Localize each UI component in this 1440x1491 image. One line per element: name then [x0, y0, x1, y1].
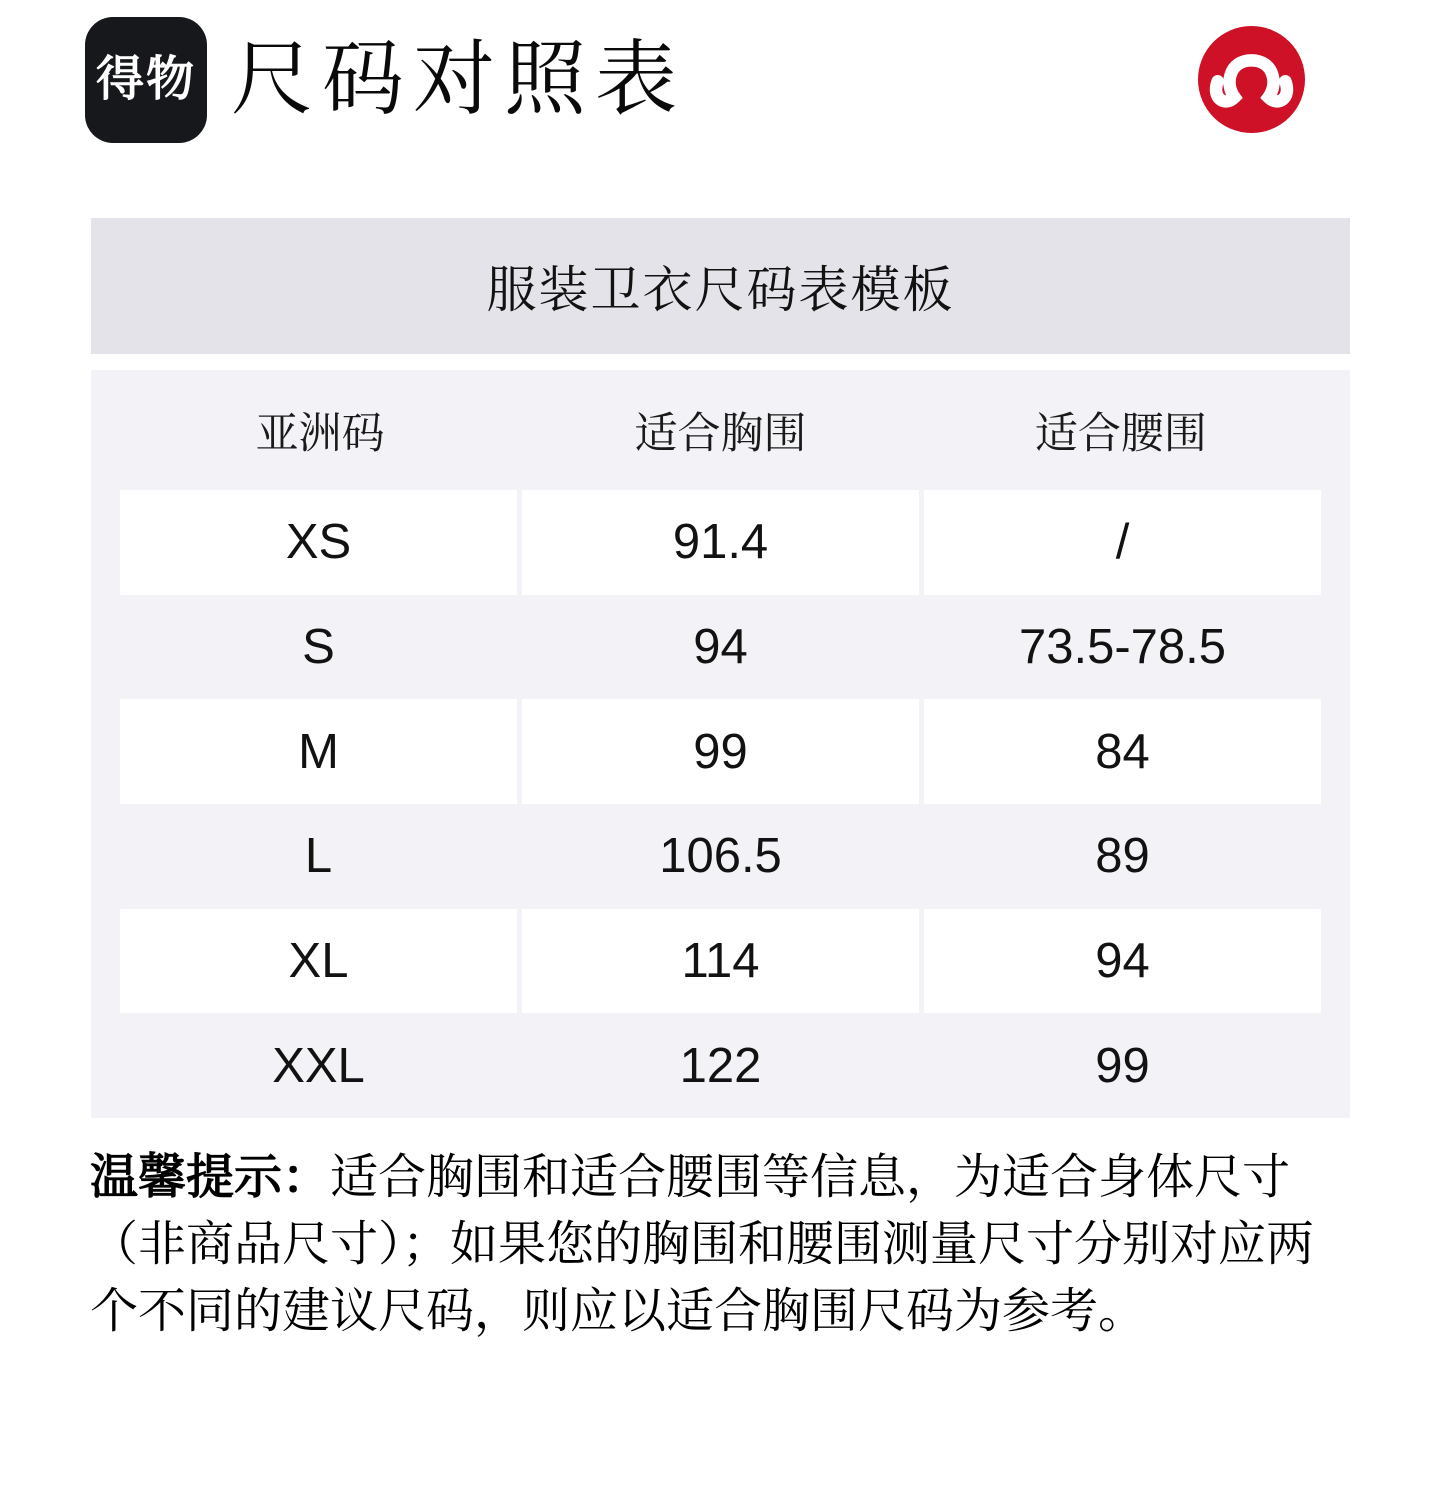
waist-cell: / — [924, 490, 1321, 595]
table-row — [91, 804, 1350, 909]
notice-line — [90, 1144, 1356, 1211]
waist-cell: 73.5-78.5 — [1018, 620, 1227, 674]
lululemon-omega-icon — [1198, 26, 1305, 133]
page-title: 尺码对照表 — [231, 34, 687, 125]
table-row — [91, 490, 1350, 595]
size-cell: XL — [120, 909, 517, 1014]
chest-cell: 114 — [522, 909, 919, 1014]
notice-line: （非商品尺寸）；如果您的胸围和腰围测量尺寸分别对应两 — [90, 1218, 1315, 1271]
waist-cell: 94 — [924, 909, 1321, 1014]
table-row — [91, 1013, 1350, 1118]
column-header-waist: 适合腰围 — [1034, 409, 1207, 458]
notice-text: 适合胸围和适合腰围等信息，为适合身体尺寸 — [330, 1151, 1291, 1204]
chest-cell: 94 — [693, 620, 748, 674]
waist-cell: 89 — [1095, 829, 1150, 884]
chest-cell: 99 — [522, 699, 919, 804]
page-header — [85, 17, 686, 143]
table-row — [91, 909, 1350, 1014]
table-row — [91, 595, 1350, 700]
notice-line: 个不同的建议尺码，则应以适合胸围尺码为参考。 — [90, 1285, 1147, 1338]
table-header-row — [91, 370, 1350, 490]
column-header-chest: 适合胸围 — [634, 409, 807, 458]
dewu-logo-text: 得物 — [95, 53, 196, 106]
size-notice — [90, 1144, 1356, 1345]
chest-cell: 91.4 — [522, 490, 919, 595]
notice-label: 温馨提示： — [90, 1151, 331, 1204]
dewu-logo — [85, 17, 207, 143]
size-table — [91, 370, 1350, 1118]
chest-cell: 106.5 — [659, 829, 782, 884]
size-cell: M — [120, 699, 517, 804]
waist-cell: 84 — [924, 699, 1321, 804]
table-row — [91, 699, 1350, 804]
size-cell: S — [302, 620, 335, 674]
size-cell: XXL — [272, 1038, 365, 1093]
size-cell: XS — [120, 490, 517, 595]
column-header-asian-size: 亚洲码 — [255, 409, 385, 458]
size-cell: L — [304, 829, 333, 884]
waist-cell: 99 — [1095, 1038, 1150, 1093]
chest-cell: 122 — [679, 1038, 762, 1093]
chart-template-title: 服装卫衣尺码表模板 — [91, 218, 1350, 354]
